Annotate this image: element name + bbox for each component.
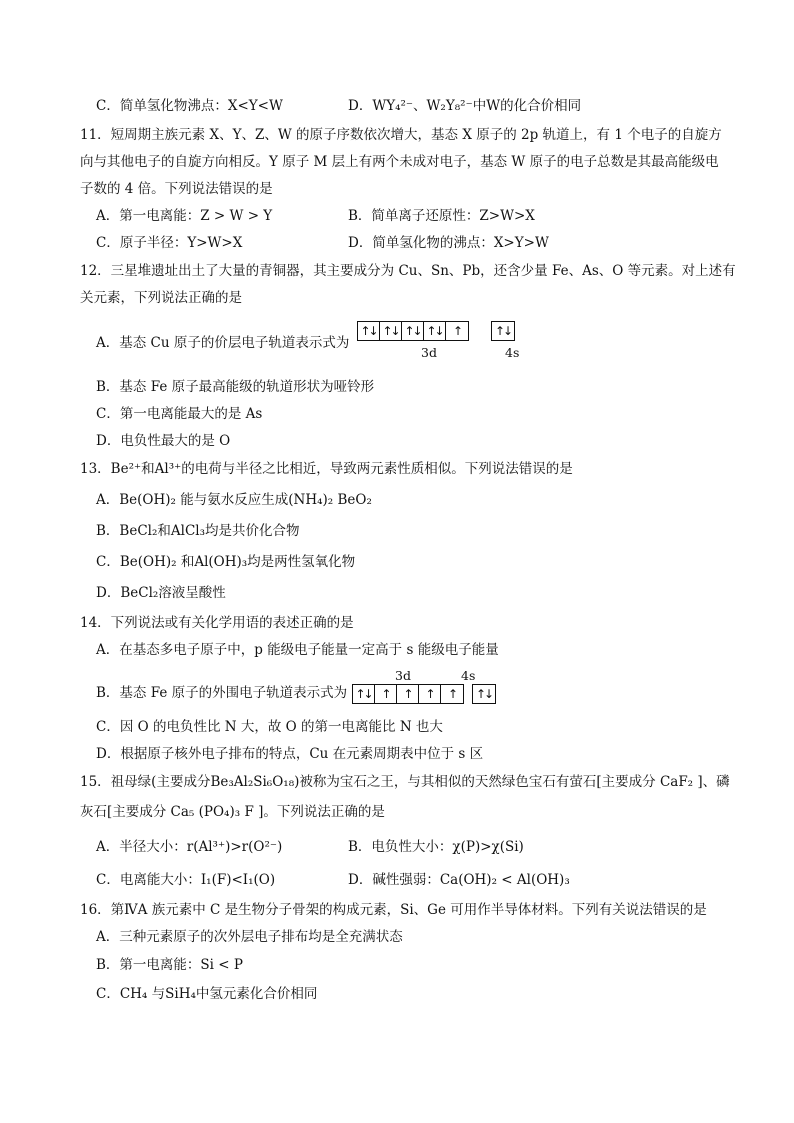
q14-option-c: C．因 O 的电负性比 N 大，故 O 的第一电离能比 N 也大 xyxy=(96,719,443,735)
q14-orbital-diagram xyxy=(352,684,496,704)
q12-option-d: D．电负性最大的是 O xyxy=(96,433,231,449)
q14-3d-orbital-cell: ↑ xyxy=(419,685,441,703)
q14-label-3d: 3d xyxy=(395,668,411,683)
q14-4s-orbital-cell: ↑↓ xyxy=(475,687,493,701)
q15-option-d: D．碱性强弱：Ca(OH)₂ < Al(OH)₃ xyxy=(348,872,570,888)
q12-3d-orbital-cell: ↑↓ xyxy=(358,322,380,340)
q14-orbital-4s xyxy=(472,684,496,704)
q12-label-4s: 4s xyxy=(505,345,520,360)
q16-option-b: B．第一电离能：Si < P xyxy=(96,957,243,973)
q13-stem: 13．Be²⁺和Al³⁺的电荷与半径之比相近，导致两元素性质相似。下列说法错误的是 xyxy=(80,461,573,477)
q12-stem-line2: 关元素，下列说法正确的是 xyxy=(80,290,242,306)
q15-option-b: B．电负性大小：χ(P)>χ(Si) xyxy=(348,839,524,855)
q11-option-a: A．第一电离能：Z > W > Y xyxy=(96,208,273,224)
q15-option-c: C．电离能大小：I₁(F)<I₁(O) xyxy=(96,872,276,888)
q12-orbital-4s xyxy=(491,321,515,341)
q14-3d-orbital-cell: ↑↓ xyxy=(353,685,375,703)
q11-option-d: D．简单氢化物的沸点：X>Y>W xyxy=(348,235,549,251)
q12-option-c: C．第一电离能最大的是 As xyxy=(96,406,263,422)
q14-option-b: B．基态 Fe 原子的外围电子轨道表示式为 xyxy=(96,685,348,701)
q12-orbital-3d xyxy=(357,321,469,341)
q12-orbital-diagram xyxy=(357,321,515,341)
q14-option-d: D．根据原子核外电子排布的特点，Cu 在元素周期表中位于 s 区 xyxy=(96,746,484,762)
q14-3d-orbital-cell: ↑ xyxy=(397,685,419,703)
q13-option-c: C．Be(OH)₂ 和Al(OH)₃均是两性氢氧化物 xyxy=(96,554,356,570)
q12-3d-orbital-cell: ↑ xyxy=(452,324,462,338)
q12-3d-orbital-cell: ↑↓ xyxy=(380,322,402,340)
q16-option-a: A．三种元素原子的次外层电子排布均是全充满状态 xyxy=(96,929,403,945)
q15-stem-line2: 灰石[主要成分 Ca₅ (PO₄)₃ F ]。下列说法正确的是 xyxy=(80,804,385,820)
q12-label-3d: 3d xyxy=(421,345,437,360)
q14-option-a: A．在基态多电子原子中，p 能级电子能量一定高于 s 能级电子能量 xyxy=(96,642,499,658)
q12-stem-line1: 12．三星堆遗址出土了大量的青铜器，其主要成分为 Cu、Sn、Pb，还含少量 Fe、As、O 等元素。对上述有 xyxy=(80,263,736,279)
q11-stem-line2: 向与其他电子的自旋方向相反。Y 原子 M 层上有两个未成对电子，基态 W 原子的电子总数是其最高能级电 xyxy=(80,154,719,170)
q13-option-d: D．BeCl₂溶液呈酸性 xyxy=(96,585,226,601)
q14-3d-orbital-cell: ↑ xyxy=(447,687,457,701)
q13-option-b: B．BeCl₂和AlCl₃均是共价化合物 xyxy=(96,523,300,539)
q12-4s-orbital-cell: ↑↓ xyxy=(494,324,512,338)
q11-stem-line3: 子数的 4 倍。下列说法错误的是 xyxy=(80,181,273,197)
q14-orbital-3d xyxy=(352,684,464,704)
q13-option-a: A．Be(OH)₂ 能与氨水反应生成(NH₄)₂ BeO₂ xyxy=(96,492,372,508)
q12-option-a: A．基态 Cu 原子的价层电子轨道表示式为 xyxy=(96,335,350,351)
q12-option-b: B．基态 Fe 原子最高能级的轨道形状为哑铃形 xyxy=(96,379,375,395)
q10-option-c: C．简单氢化物沸点：X<Y<W xyxy=(96,98,283,114)
q11-option-b: B．简单离子还原性：Z>W>X xyxy=(348,208,535,224)
q15-option-a: A．半径大小：r(Al³⁺)>r(O²⁻) xyxy=(96,839,283,855)
q11-option-c: C．原子半径：Y>W>X xyxy=(96,235,243,251)
q10-option-d: D．WY₄²⁻、W₂Y₈²⁻中W的化合价相同 xyxy=(348,98,582,114)
q12-3d-orbital-cell: ↑↓ xyxy=(424,322,446,340)
q16-stem: 16．第ⅣA 族元素中 C 是生物分子骨架的构成元素，Si、Ge 可用作半导体材料。下列有关说法错误的是 xyxy=(80,902,707,918)
q12-3d-orbital-cell: ↑↓ xyxy=(402,322,424,340)
q14-3d-orbital-cell: ↑ xyxy=(375,685,397,703)
q16-option-c: C．CH₄ 与SiH₄中氢元素化合价相同 xyxy=(96,986,318,1002)
q14-stem: 14．下列说法或有关化学用语的表述正确的是 xyxy=(80,615,354,631)
q11-stem-line1: 11．短周期主族元素 X、Y、Z、W 的原子序数依次增大，基态 X 原子的 2p 轨道上，有 1 个电子的自旋方 xyxy=(80,127,722,143)
q15-stem-line1: 15．祖母绿(主要成分Be₃Al₂Si₆O₁₈)被称为宝石之王，与其相似的天然绿色宝石有萤石[主要成分 CaF₂ ]、磷 xyxy=(80,774,730,790)
q14-label-4s: 4s xyxy=(461,668,476,683)
